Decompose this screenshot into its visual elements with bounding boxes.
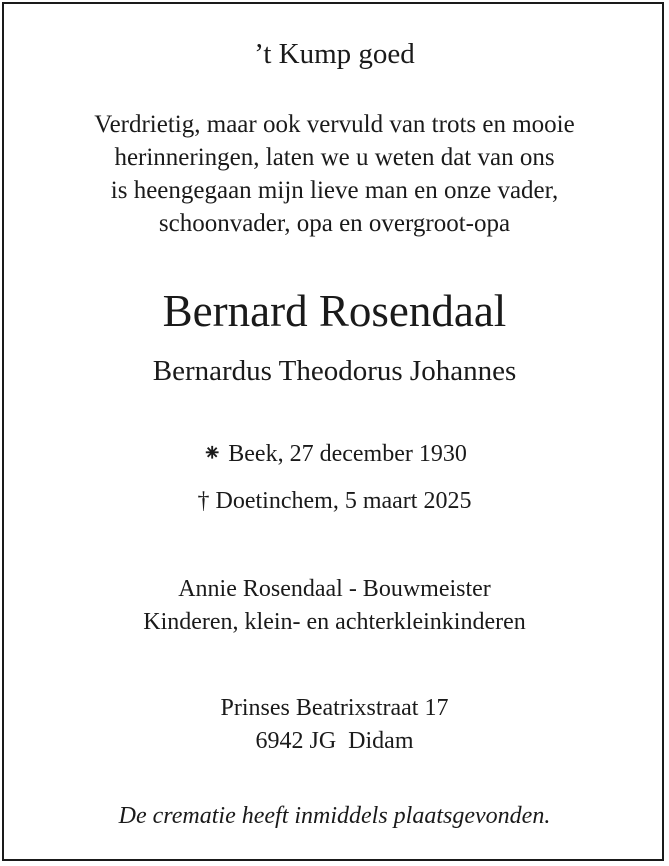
- header-title: ’t Kump goed: [254, 38, 415, 70]
- family-line: Kinderen, klein- en achterkleinkinderen: [143, 609, 526, 635]
- intro-line: Verdrietig, maar ook vervuld van trots en mooie: [94, 111, 575, 138]
- family-line: Annie Rosendaal - Bouwmeister: [178, 576, 491, 602]
- death-line: [0, 485, 669, 517]
- intro-text: [0, 108, 669, 240]
- cremation-note: De crematie heeft inmiddels plaatsgevonden.: [118, 803, 551, 829]
- family-names: [0, 573, 669, 639]
- deceased-name: Bernard Rosendaal: [162, 286, 507, 336]
- death-date: Doetinchem, 5 maart 2025: [215, 488, 472, 514]
- death-cross-icon: †: [197, 488, 210, 514]
- birth-date: Beek, 27 december 1930: [228, 441, 467, 467]
- intro-line: herinneringen, laten we u weten dat van ons: [114, 144, 555, 171]
- intro-line: schoonvader, opa en overgroot-opa: [158, 210, 511, 237]
- address-street: Prinses Beatrixstraat 17: [220, 695, 449, 721]
- intro-line: is heengegaan mijn lieve man en onze vader,: [110, 177, 559, 204]
- deceased-full-name: Bernardus Theodorus Johannes: [152, 355, 517, 387]
- birth-line: [0, 438, 669, 470]
- address-city: 6942 JG Didam: [255, 728, 414, 754]
- birth-asterisk-icon: ⁕: [202, 441, 223, 467]
- address-block: [0, 692, 669, 758]
